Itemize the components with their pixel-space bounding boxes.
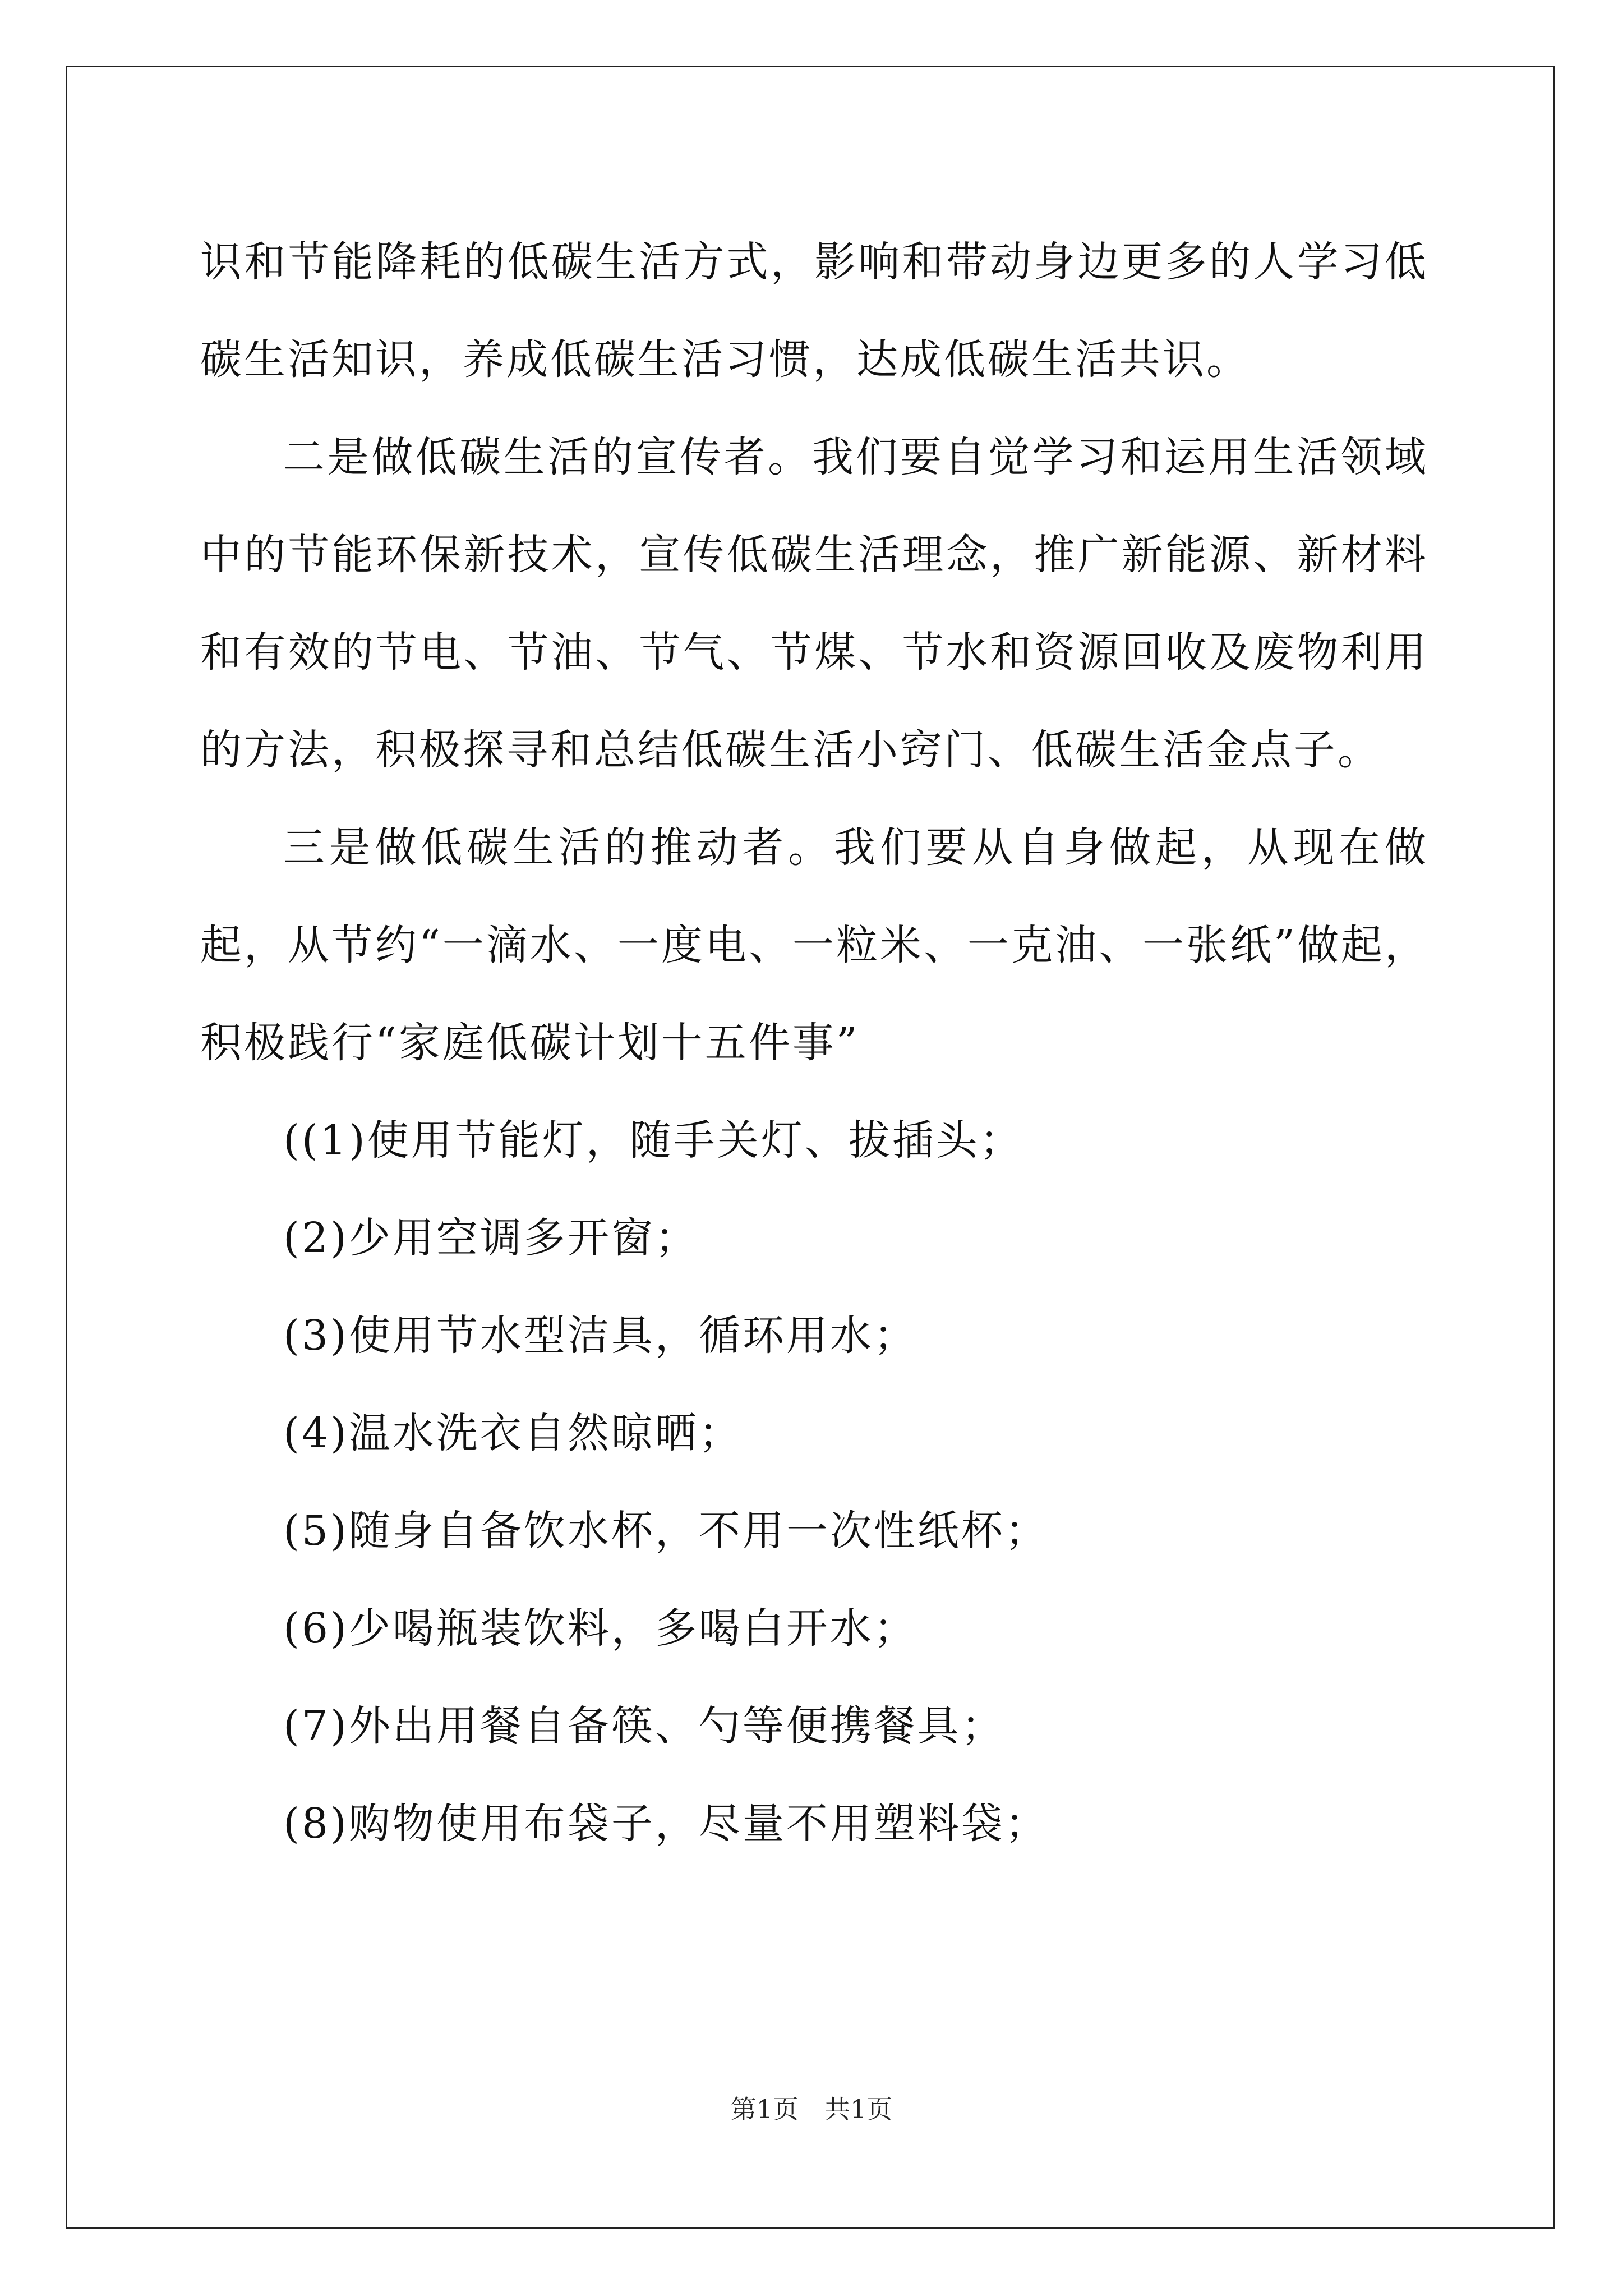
page-footer (0, 2092, 1623, 2126)
list-item: ((1)使用节能灯，随手关灯、拔插头； (283, 1116, 1023, 1165)
list-item: (2)少用空调多开窗； (283, 1214, 699, 1262)
document-body (200, 213, 1428, 1872)
list-item: (6)少喝瓶装饮料，多喝白开水； (283, 1604, 917, 1653)
page-number-current: 第1页 (730, 2094, 799, 2124)
list-item: (7)外出用餐自备筷、勺等便携餐具； (283, 1702, 1005, 1750)
paragraph-promoter: 二是做低碳生活的宣传者。我们要自觉学习和运用生活领域中的节能环保新技术，宣传低碳生活理念，推广新能源、新材料和有效的节电、节油、节气、节煤、节水和资源回收及废物利用的方法，积极探寻和总结低碳生活小窍门、低碳生活金点子。 (200, 433, 1428, 774)
list-item: (4)温水洗衣自然晾晒； (283, 1409, 743, 1457)
paragraph-driver: 三是做低碳生活的推动者。我们要从自身做起，从现在做起，从节约“一滴水、一度电、一粒米、一克油、一张纸”做起，积极践行“家庭低碳计划十五件事” (200, 823, 1428, 1067)
list-item: (3)使用节水型洁具，循环用水； (283, 1312, 917, 1360)
list-item: (5)随身自备饮水杯，不用一次性纸杯； (283, 1507, 1049, 1555)
paragraph-continuation: 识和节能降耗的低碳生活方式，影响和带动身边更多的人学习低碳生活知识，养成低碳生活习惯，达成低碳生活共识。 (200, 238, 1428, 384)
list-item: (8)购物使用布袋子，尽量不用塑料袋； (283, 1800, 1049, 1848)
page-number-total: 共1页 (824, 2094, 893, 2124)
